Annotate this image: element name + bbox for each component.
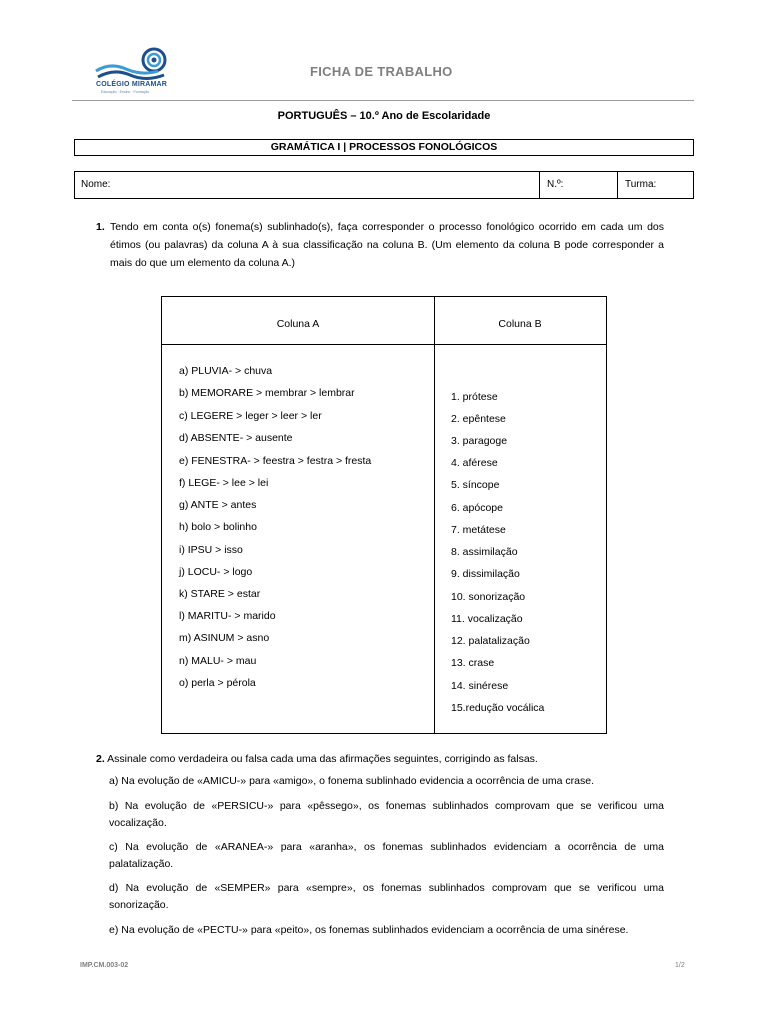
logo-text: COLÉGIO MIRAMAR bbox=[96, 81, 168, 88]
column-b-item: 8. assimilação bbox=[451, 546, 518, 558]
column-a-item: h) bolo > bolinho bbox=[179, 521, 257, 533]
column-b-item: 11. vocalização bbox=[451, 613, 523, 625]
column-a-item: d) ABSENTE- > ausente bbox=[179, 432, 293, 444]
column-a-item: o) perla > pérola bbox=[179, 677, 256, 689]
question-text: Assinale como verdadeira ou falsa cada uma das afirmações seguintes, corrigindo as falsas. bbox=[107, 753, 538, 765]
column-b-item: 14. sinérese bbox=[451, 680, 509, 692]
number-label: N.º: bbox=[547, 179, 564, 190]
statement-item: b) Na evolução de «PERSICU-» para «pêssego», os fonemas sublinhados comprovam que se verificou uma vocalização. bbox=[109, 800, 664, 829]
question-text: Tendo em conta o(s) fonema(s) sublinhado(s), faça corresponder o processo fonológico ocorrido em cada um dos étimos (ou palavras) da coluna A à sua classificação na coluna B. (Um elemento da coluna B pode corresponder a mais do que um elemento da coluna A.) bbox=[110, 221, 664, 269]
column-a-item: m) ASINUM > asno bbox=[179, 632, 270, 644]
question-1 bbox=[96, 218, 664, 272]
student-info-box bbox=[74, 171, 694, 199]
column-a-item: e) FENESTRA- > feestra > festra > fresta bbox=[179, 455, 372, 467]
column-b-item: 1. prótese bbox=[451, 391, 498, 403]
column-b-item: 6. apócope bbox=[451, 502, 503, 514]
divider bbox=[617, 172, 618, 198]
column-a-item: k) STARE > estar bbox=[179, 588, 261, 600]
column-b-item: 15.redução vocálica bbox=[451, 702, 545, 714]
header-divider bbox=[72, 100, 694, 101]
column-b-item: 10. sonorização bbox=[451, 591, 526, 603]
column-a-item: l) MARITU- > marido bbox=[179, 610, 276, 622]
column-b-item: 2. epêntese bbox=[451, 413, 506, 425]
column-a-item: j) LOCU- > logo bbox=[179, 566, 253, 578]
column-a-item: g) ANTE > antes bbox=[179, 499, 257, 511]
statement-item: c) Na evolução de «ARANEA-» para «aranha», os fonemas sublinhados evidenciam a ocorrência de uma palatalização. bbox=[109, 841, 664, 870]
column-a-item: c) LEGERE > leger > leer > ler bbox=[179, 410, 322, 422]
column-b-item: 5. síncope bbox=[451, 479, 500, 491]
matching-table bbox=[161, 296, 607, 734]
column-b-item: 7. metátese bbox=[451, 524, 506, 536]
header-divider bbox=[162, 344, 606, 345]
subject-heading: PORTUGUÊS – 10.º Ano de Escolaridade bbox=[277, 110, 491, 122]
name-label: Nome: bbox=[81, 179, 111, 190]
column-a-item: n) MALU- > mau bbox=[179, 655, 257, 667]
column-b-header: Coluna B bbox=[498, 318, 542, 330]
page-number: 1/2 bbox=[675, 962, 685, 969]
column-a-item: a) PLUVIA- > chuva bbox=[179, 365, 273, 377]
class-label: Turma: bbox=[625, 179, 657, 190]
document-title: FICHA DE TRABALHO bbox=[310, 64, 453, 79]
section-heading: GRAMÁTICA I | PROCESSOS FONOLÓGICOS bbox=[74, 139, 694, 156]
column-b-item: 9. dissimilação bbox=[451, 568, 520, 580]
question-2 bbox=[96, 750, 664, 768]
column-a-item: b) MEMORARE > membrar > lembrar bbox=[179, 387, 355, 399]
statement-item: d) Na evolução de «SEMPER» para «sempre», os fonemas sublinhados comprovam que se verificou uma sonorização. bbox=[109, 882, 664, 911]
logo-subtext: Educação · Ensino · Formação bbox=[101, 90, 150, 94]
statement-item: e) Na evolução de «PECTU-» para «peito», os fonemas sublinhados evidenciam a ocorrência de uma sinérese. bbox=[109, 924, 629, 936]
column-b-item: 4. aférese bbox=[451, 457, 498, 469]
divider bbox=[539, 172, 540, 198]
statement-item: a) Na evolução de «AMICU-» para «amigo», o fonema sublinhado evidencia a ocorrência de uma crase. bbox=[109, 775, 595, 787]
column-a-item: i) IPSU > isso bbox=[179, 544, 243, 556]
question-number: 1. bbox=[96, 221, 105, 233]
column-b-item: 12. palatalização bbox=[451, 635, 530, 647]
column-b-item: 3. paragoge bbox=[451, 435, 508, 447]
column-b-item: 13. crase bbox=[451, 657, 495, 669]
column-a-header: Coluna A bbox=[276, 318, 320, 330]
form-code: IMP.CM.003-02 bbox=[80, 962, 129, 969]
column-divider bbox=[434, 297, 435, 733]
column-a-item: f) LEGE- > lee > lei bbox=[179, 477, 269, 489]
question-number: 2. bbox=[96, 753, 105, 765]
